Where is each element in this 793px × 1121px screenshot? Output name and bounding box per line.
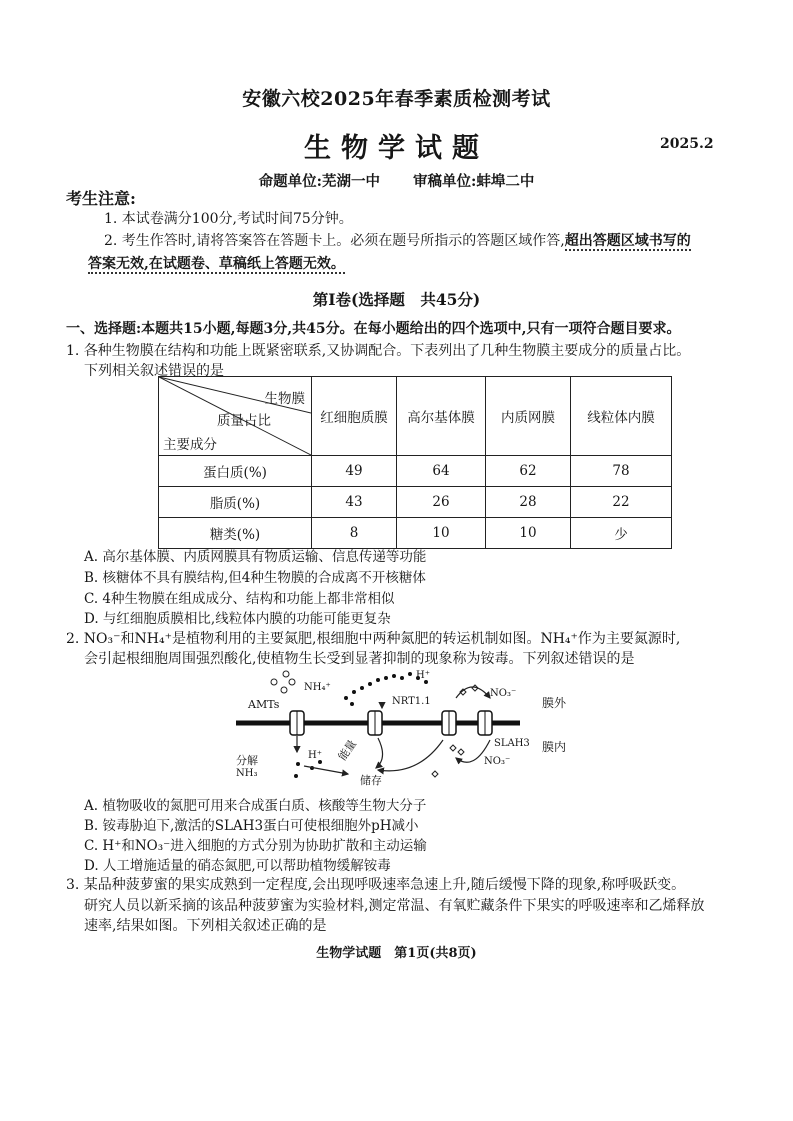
q2-option-c: C. H⁺和NO₃⁻进入细胞的方式分别为协助扩散和主动运输 — [84, 838, 427, 854]
q1-option-b: B. 核糖体不具有膜结构,但4种生物膜的合成离不开核糖体 — [84, 570, 426, 586]
q1-stem-line2: 下列相关叙述错误的是 — [84, 363, 224, 379]
table-cell: 49 — [312, 456, 397, 487]
table-cell: 62 — [486, 456, 571, 487]
label-no3-inside: NO₃⁻ — [484, 756, 511, 767]
label-nh4: NH₄⁺ — [304, 682, 331, 693]
notice-item-2 — [104, 230, 691, 250]
table-col-header: 线粒体内膜 — [571, 377, 672, 456]
corner-label-ratio: 质量占比 — [217, 413, 271, 429]
row-label: 糖类(%) — [159, 518, 312, 549]
notice-item-2-text: 2. 考生作答时,请将答案答在答题卡上。必须在题号所指示的答题区域作答, — [104, 233, 565, 249]
notice-item-1: 1. 本试卷满分100分,考试时间75分钟。 — [104, 211, 353, 227]
corner-label-component: 主要成分 — [163, 437, 217, 453]
notice-item-2-emphasis-continued: 答案无效,在试题卷、草稿纸上答题无效。 — [88, 256, 345, 272]
table-col-header: 高尔基体膜 — [397, 377, 486, 456]
label-inside-membrane: 膜内 — [542, 740, 567, 754]
label-decompose: 分解 — [236, 754, 258, 767]
notice-item-2-emphasis: 超出答题区域书写的 — [564, 233, 691, 249]
table-col-header: 红细胞质膜 — [312, 377, 397, 456]
setter-unit: 命题单位:芜湖一中 — [258, 173, 380, 190]
label-no3-outside: NO₃⁻ — [490, 688, 517, 699]
q3-stem-line1: 3. 某品种菠萝蜜的果实成熟到一定程度,会出现呼吸速率急速上升,随后缓慢下降的现象,称呼吸跃变。 — [66, 877, 686, 893]
exam-title: 安徽六校2025年春季素质检测考试 — [242, 88, 551, 110]
reviewer-unit: 审稿单位:蚌埠二中 — [413, 173, 535, 190]
table-cell: 78 — [571, 456, 672, 487]
table-cell: 43 — [312, 487, 397, 518]
q1-option-c: C. 4种生物膜在组成成分、结构和功能上都非常相似 — [84, 591, 395, 607]
label-nh3: NH₃ — [236, 768, 258, 779]
label-slah3: SLAH3 — [494, 738, 530, 749]
table-corner-cell — [159, 377, 312, 456]
table-row — [159, 456, 672, 487]
label-store: 储存 — [360, 774, 382, 787]
table-cell: 64 — [397, 456, 486, 487]
table-col-header: 内质网膜 — [486, 377, 571, 456]
table-cell: 10 — [397, 518, 486, 549]
q2-stem-line1: 2. NO₃⁻和NH₄⁺是植物利用的主要氮肥,根细胞中两种氮肥的转运机制如图。NH₄⁺作为主要氮源时, — [66, 631, 681, 647]
q2-stem-line2: 会引起根细胞周围强烈酸化,使植物生长受到显著抑制的现象称为铵毒。下列叙述错误的是 — [84, 651, 635, 667]
diagram-graphics — [228, 668, 578, 786]
table-row — [159, 487, 672, 518]
label-outside-membrane: 膜外 — [542, 696, 567, 710]
table-row — [159, 518, 672, 549]
part-heading: 第Ⅰ卷(选择题 共45分) — [312, 290, 481, 309]
table-cell: 22 — [571, 487, 672, 518]
q2-option-b: B. 铵毒胁迫下,激活的SLAH3蛋白可使根细胞外pH减小 — [84, 818, 419, 834]
label-energy: 能量 — [335, 737, 360, 764]
q3-stem-line3: 速率,结果如图。下列相关叙述正确的是 — [84, 918, 327, 934]
label-h-plus-inside: H⁺ — [308, 750, 322, 761]
label-h-plus-outside: H⁺ — [416, 670, 430, 681]
table-cell: 28 — [486, 487, 571, 518]
table-cell: 26 — [397, 487, 486, 518]
notice-item-2-continued — [88, 253, 345, 273]
table-cell: 少 — [571, 518, 672, 549]
page-footer: 生物学试题 第1页(共8页) — [316, 946, 477, 961]
exam-date: 2025.2 — [660, 136, 714, 152]
label-nrt: NRT1.1 — [392, 696, 431, 707]
q2-option-d: D. 人工增施适量的硝态氮肥,可以帮助植物缓解铵毒 — [84, 858, 391, 874]
section-heading: 一、选择题:本题共15小题,每题3分,共45分。在每小题给出的四个选项中,只有一项符合题目要求。 — [66, 321, 681, 337]
table-cell: 8 — [312, 518, 397, 549]
q1-option-d: D. 与红细胞质膜相比,线粒体内膜的功能可能更复杂 — [84, 611, 391, 627]
subject-title: 生物学试题 — [304, 133, 489, 164]
notice-title: 考生注意: — [66, 189, 136, 208]
row-label: 脂质(%) — [159, 487, 312, 518]
membrane-composition-table — [158, 376, 672, 549]
nitrogen-transport-diagram — [228, 668, 578, 786]
q2-option-a: A. 植物吸收的氮肥可用来合成蛋白质、核酸等生物大分子 — [84, 798, 427, 814]
label-amts: AMTs — [248, 698, 280, 711]
table-cell: 10 — [486, 518, 571, 549]
q1-option-a: A. 高尔基体膜、内质网膜具有物质运输、信息传递等功能 — [84, 549, 427, 565]
q1-stem-line1: 1. 各种生物膜在结构和功能上既紧密联系,又协调配合。下表列出了几种生物膜主要成分的质量占比。 — [66, 343, 691, 359]
corner-label-membrane: 生物膜 — [264, 391, 305, 407]
q3-stem-line2: 研究人员以新采摘的该品种菠萝蜜为实验材料,测定常温、有氧贮藏条件下果实的呼吸速率和乙烯释放 — [84, 898, 705, 914]
row-label: 蛋白质(%) — [159, 456, 312, 487]
